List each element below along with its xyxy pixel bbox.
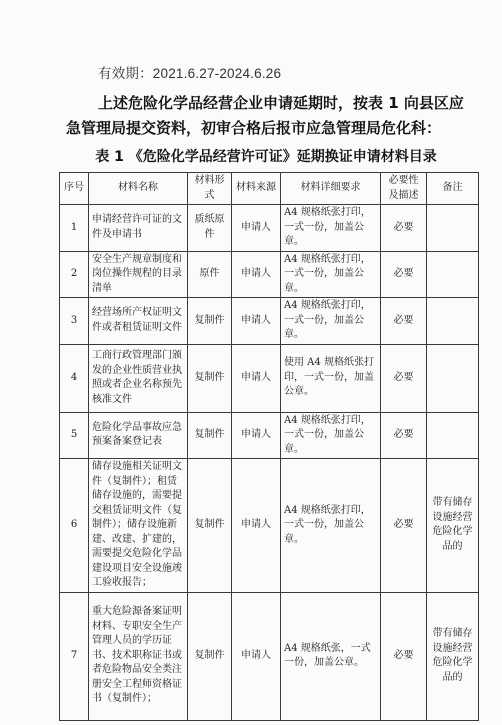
table-row	[60, 344, 479, 412]
row-material-form: 复制件	[188, 344, 232, 412]
row-detailed-requirements: A4 规格纸张打印，一式一份，加盖公章。	[281, 298, 381, 345]
row-no: 2	[60, 251, 89, 298]
table-row	[60, 412, 479, 459]
table-row	[60, 459, 479, 593]
row-no: 4	[60, 344, 89, 412]
row-notes	[427, 205, 479, 252]
row-material-source: 申请人	[232, 205, 281, 252]
row-material-name: 经营场所产权证明文件或者租赁证明文件	[89, 298, 188, 345]
row-material-name: 危险化学品事故应急预案备案登记表	[89, 412, 188, 459]
row-necessity: 必要	[381, 592, 427, 720]
row-necessity: 必要	[381, 205, 427, 252]
materials-table	[59, 172, 479, 721]
row-notes: 带有储存设施经营危险化学品的	[427, 592, 479, 720]
row-material-source: 申请人	[232, 251, 281, 298]
row-notes	[427, 344, 479, 412]
row-material-form: 复制件	[188, 412, 232, 459]
intro-paragraph-line-2: 急管理局提交资料，初审合格后报市应急管理局危化科：	[66, 119, 442, 137]
row-material-source: 申请人	[232, 344, 281, 412]
row-necessity: 必要	[381, 344, 427, 412]
row-detailed-requirements: 使用 A4 规格纸张打印，一式一份，加盖公章。	[281, 344, 381, 412]
row-material-form: 复制件	[188, 592, 232, 720]
row-material-name: 申请经营许可证的文件及申请书	[89, 205, 188, 252]
row-material-source: 申请人	[232, 592, 281, 720]
table-row	[60, 251, 479, 298]
row-detailed-requirements: A4 规格纸张打印，一式一份，加盖公章。	[281, 412, 381, 459]
row-no: 6	[60, 459, 89, 593]
table-header-row	[60, 173, 479, 205]
row-material-form: 复制件	[188, 459, 232, 593]
table-row	[60, 298, 479, 345]
intro-paragraph-line-1: 上述危险化学品经营企业申请延期时，按表 1 向县区应	[98, 94, 464, 112]
table-row	[60, 205, 479, 252]
row-no: 1	[60, 205, 89, 252]
row-notes	[427, 251, 479, 298]
header-notes: 备注	[427, 173, 479, 205]
row-detailed-requirements: A4 规格纸张打印，一式一份，加盖公章。	[281, 251, 381, 298]
row-notes	[427, 298, 479, 345]
row-detailed-requirements: A4 规格纸张打印，一式一份，加盖公章。	[281, 205, 381, 252]
header-material-source: 材料来源	[232, 173, 281, 205]
row-material-source: 申请人	[232, 298, 281, 345]
header-no: 序号	[60, 173, 89, 205]
validity-period: 有效期：2021.6.27-2024.6.26	[98, 66, 282, 81]
row-material-form: 复制件	[188, 298, 232, 345]
row-no: 5	[60, 412, 89, 459]
row-material-name: 储存设施相关证明文件（复制件）；租赁储存设施的，需要提交租赁证明文件（复制件）；储存设施新建、改建、扩建的，需要提交危险化学品建设项目安全设施竣工验收报告；	[89, 459, 188, 593]
row-material-name: 安全生产规章制度和岗位操作规程的目录清单	[89, 251, 188, 298]
row-detailed-requirements: A4 规格纸张打印，一式一份，加盖公章。	[281, 459, 381, 593]
table-title: 表 1 《危险化学品经营许可证》延期换证申请材料目录	[95, 149, 437, 165]
row-necessity: 必要	[381, 251, 427, 298]
header-material-form: 材料形式	[188, 173, 232, 205]
table-row	[60, 592, 479, 720]
row-necessity: 必要	[381, 298, 427, 345]
row-material-source: 申请人	[232, 412, 281, 459]
row-detailed-requirements: A4 规格纸张，一式一份，加盖公章。	[281, 592, 381, 720]
row-material-source: 申请人	[232, 459, 281, 593]
header-material-name: 材料名称	[89, 173, 188, 205]
row-material-name: 工商行政管理部门颁发的企业性质营业执照或者企业名称预先核准文件	[89, 344, 188, 412]
row-necessity: 必要	[381, 459, 427, 593]
header-detailed-requirements: 材料详细要求	[281, 173, 381, 205]
row-notes	[427, 412, 479, 459]
row-material-form: 质纸原件	[188, 205, 232, 252]
row-notes: 带有储存设施经营危险化学品的	[427, 459, 479, 593]
row-no: 3	[60, 298, 89, 345]
row-no: 7	[60, 592, 89, 720]
row-necessity: 必要	[381, 412, 427, 459]
row-material-form: 原件	[188, 251, 232, 298]
row-material-name: 重大危险源备案证明材料、专职安全生产管理人员的学历证书、技术职称证书或者危险物品安全类注册安全工程师资格证书（复制件）；	[89, 592, 188, 720]
header-necessity: 必要性及描述	[381, 173, 427, 205]
